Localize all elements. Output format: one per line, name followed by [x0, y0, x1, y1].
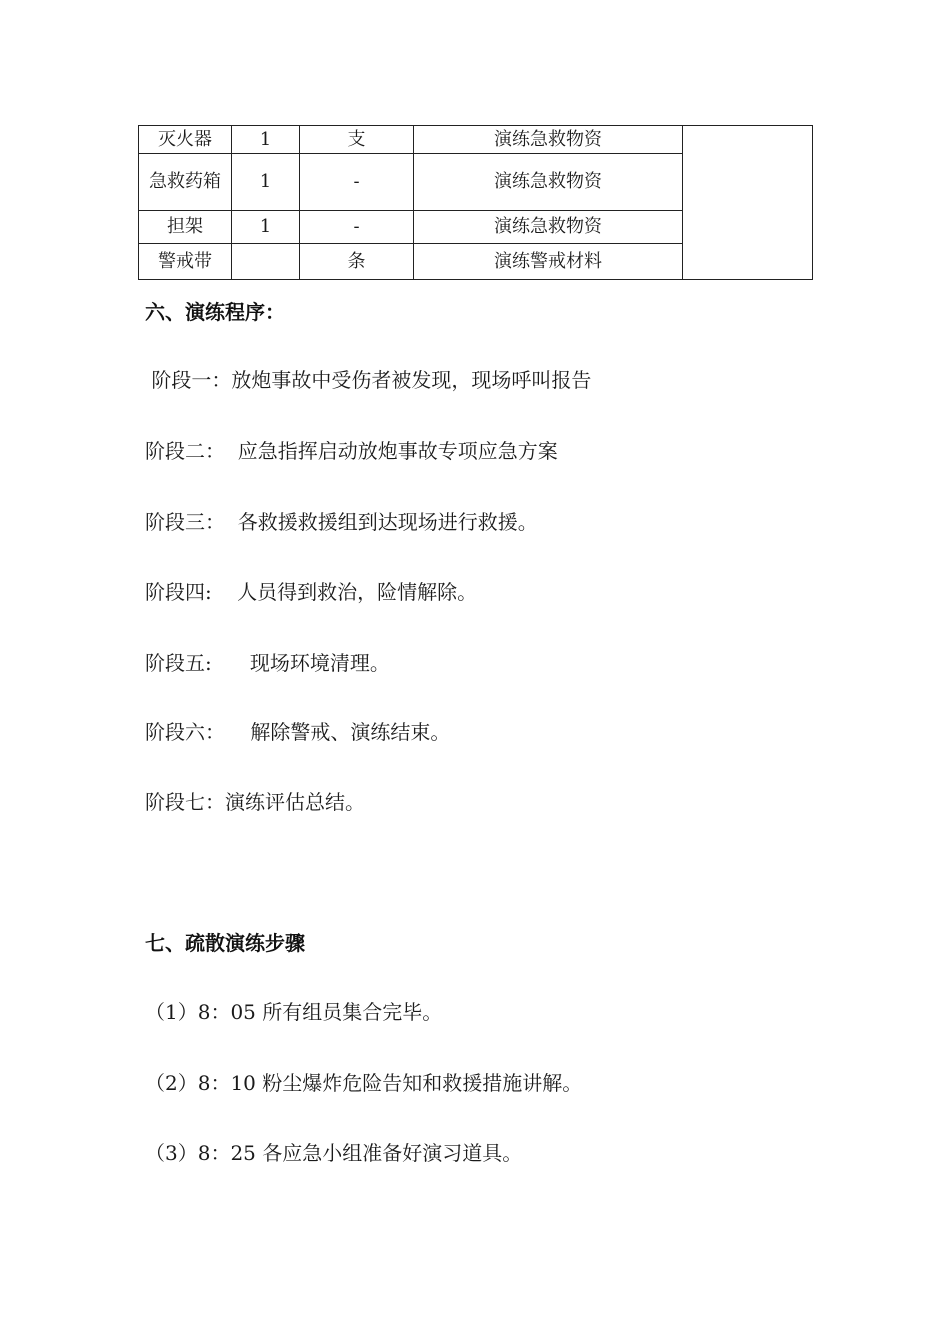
section-6-heading: 六、演练程序： — [145, 300, 285, 324]
item-unit: 条 — [300, 244, 414, 280]
item-qty: 1 — [232, 154, 300, 211]
item-purpose: 演练急救物资 — [414, 154, 683, 211]
step-2: （2）8：10 粉尘爆炸危险告知和救援措施讲解。 — [145, 1071, 583, 1095]
item-unit: - — [300, 211, 414, 244]
item-qty — [232, 244, 300, 280]
item-purpose: 演练警戒材料 — [414, 244, 683, 280]
item-qty: 1 — [232, 211, 300, 244]
stage-4: 阶段四: 人员得到救治，险情解除。 — [145, 580, 478, 604]
item-name: 灭火器 — [139, 126, 232, 154]
stage-1: 阶段一：放炮事故中受伤者被发现，现场呼叫报告 — [145, 368, 592, 392]
stage-6: 阶段六： 解除警戒、演练结束。 — [145, 720, 451, 744]
supplies-table — [138, 125, 813, 280]
item-purpose: 演练急救物资 — [414, 211, 683, 244]
item-unit: - — [300, 154, 414, 211]
stage-5: 阶段五: 现场环境清理。 — [145, 651, 390, 675]
item-name: 警戒带 — [139, 244, 232, 280]
item-name: 担架 — [139, 211, 232, 244]
step-1: （1）8：05 所有组员集合完毕。 — [145, 1000, 443, 1024]
stage-7: 阶段七：演练评估总结。 — [145, 790, 365, 814]
item-unit: 支 — [300, 126, 414, 154]
item-name: 急救药箱 — [139, 154, 232, 211]
item-purpose: 演练急救物资 — [414, 126, 683, 154]
stage-2: 阶段二： 应急指挥启动放炮事故专项应急方案 — [145, 439, 558, 463]
table-row — [139, 126, 813, 154]
section-7-heading: 七、疏散演练步骤 — [145, 931, 305, 955]
item-qty: 1 — [232, 126, 300, 154]
stage-3: 阶段三： 各救援救援组到达现场进行救援。 — [145, 510, 538, 534]
step-3: （3）8：25 各应急小组准备好演习道具。 — [145, 1141, 523, 1165]
remarks-cell — [683, 126, 813, 280]
